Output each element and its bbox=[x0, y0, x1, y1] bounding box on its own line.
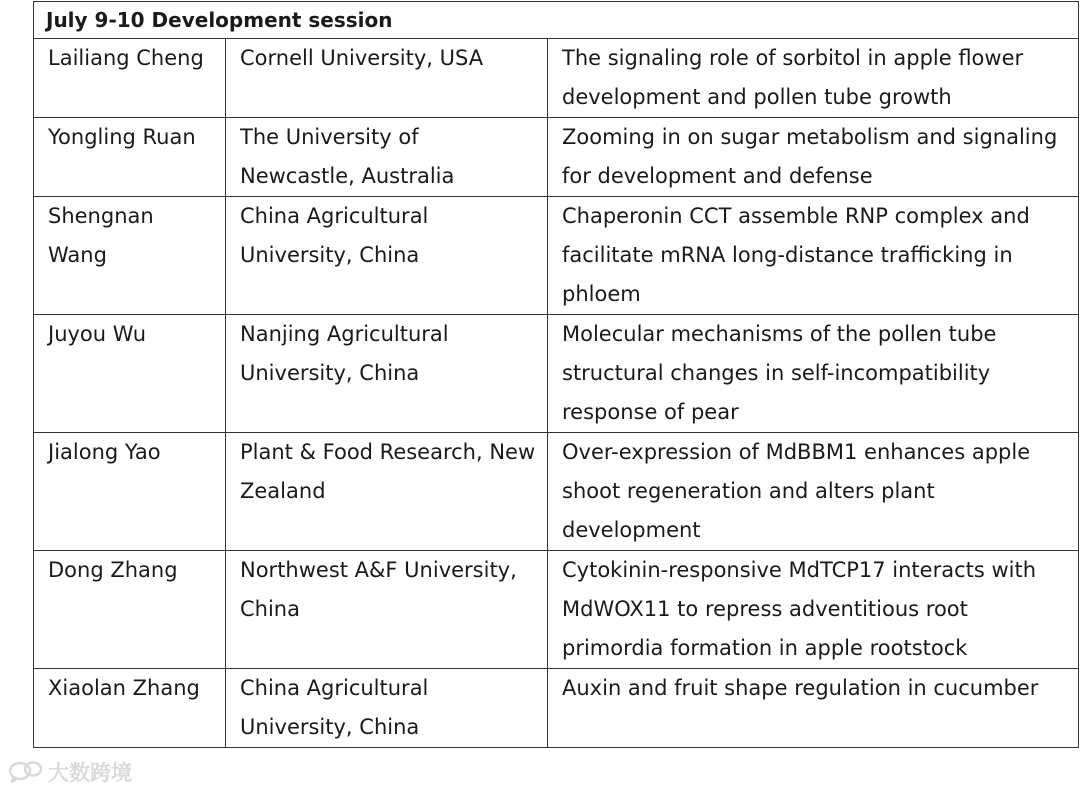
speaker-name: Dong Zhang bbox=[34, 551, 226, 669]
watermark bbox=[8, 757, 132, 787]
speaker-affiliation: Plant & Food Research, New Zealand bbox=[226, 433, 548, 551]
talk-title: Chaperonin CCT assemble RNP complex and facilitate mRNA long-distance trafficking in phloem bbox=[548, 197, 1079, 315]
session-title: July 9-10 Development session bbox=[34, 2, 1079, 39]
speaker-affiliation: Nanjing Agricultural University, China bbox=[226, 315, 548, 433]
speaker-name: Yongling Ruan bbox=[34, 118, 226, 197]
table-row bbox=[34, 433, 1079, 551]
speaker-affiliation: Northwest A&F University, China bbox=[226, 551, 548, 669]
table-row bbox=[34, 551, 1079, 669]
talk-title: Auxin and fruit shape regulation in cucumber bbox=[548, 669, 1079, 748]
watermark-text: 大数跨境 bbox=[48, 761, 132, 785]
speaker-name: Shengnan Wang bbox=[34, 197, 226, 315]
speaker-name: Xiaolan Zhang bbox=[34, 669, 226, 748]
speaker-name: Juyou Wu bbox=[34, 315, 226, 433]
talk-title: Molecular mechanisms of the pollen tube structural changes in self-incompatibility response of pear bbox=[548, 315, 1079, 433]
wechat-logo-icon bbox=[8, 760, 44, 784]
talk-title: The signaling role of sorbitol in apple flower development and pollen tube growth bbox=[548, 39, 1079, 118]
table-row bbox=[34, 315, 1079, 433]
talk-title: Zooming in on sugar metabolism and signaling for development and defense bbox=[548, 118, 1079, 197]
speaker-name: Lailiang Cheng bbox=[34, 39, 226, 118]
table-row bbox=[34, 118, 1079, 197]
speaker-affiliation: Cornell University, USA bbox=[226, 39, 548, 118]
talk-title: Over-expression of MdBBM1 enhances apple shoot regeneration and alters plant development bbox=[548, 433, 1079, 551]
table-row bbox=[34, 669, 1079, 748]
speaker-affiliation: The University of Newcastle, Australia bbox=[226, 118, 548, 197]
speaker-affiliation: China Agricultural University, China bbox=[226, 197, 548, 315]
table-row bbox=[34, 39, 1079, 118]
speaker-name: Jialong Yao bbox=[34, 433, 226, 551]
table-row bbox=[34, 197, 1079, 315]
session-table bbox=[33, 1, 1079, 748]
speaker-affiliation: China Agricultural University, China bbox=[226, 669, 548, 748]
talk-title: Cytokinin-responsive MdTCP17 interacts with MdWOX11 to repress adventitious root primordia formation in apple rootstock bbox=[548, 551, 1079, 669]
session-header-row bbox=[34, 2, 1079, 39]
